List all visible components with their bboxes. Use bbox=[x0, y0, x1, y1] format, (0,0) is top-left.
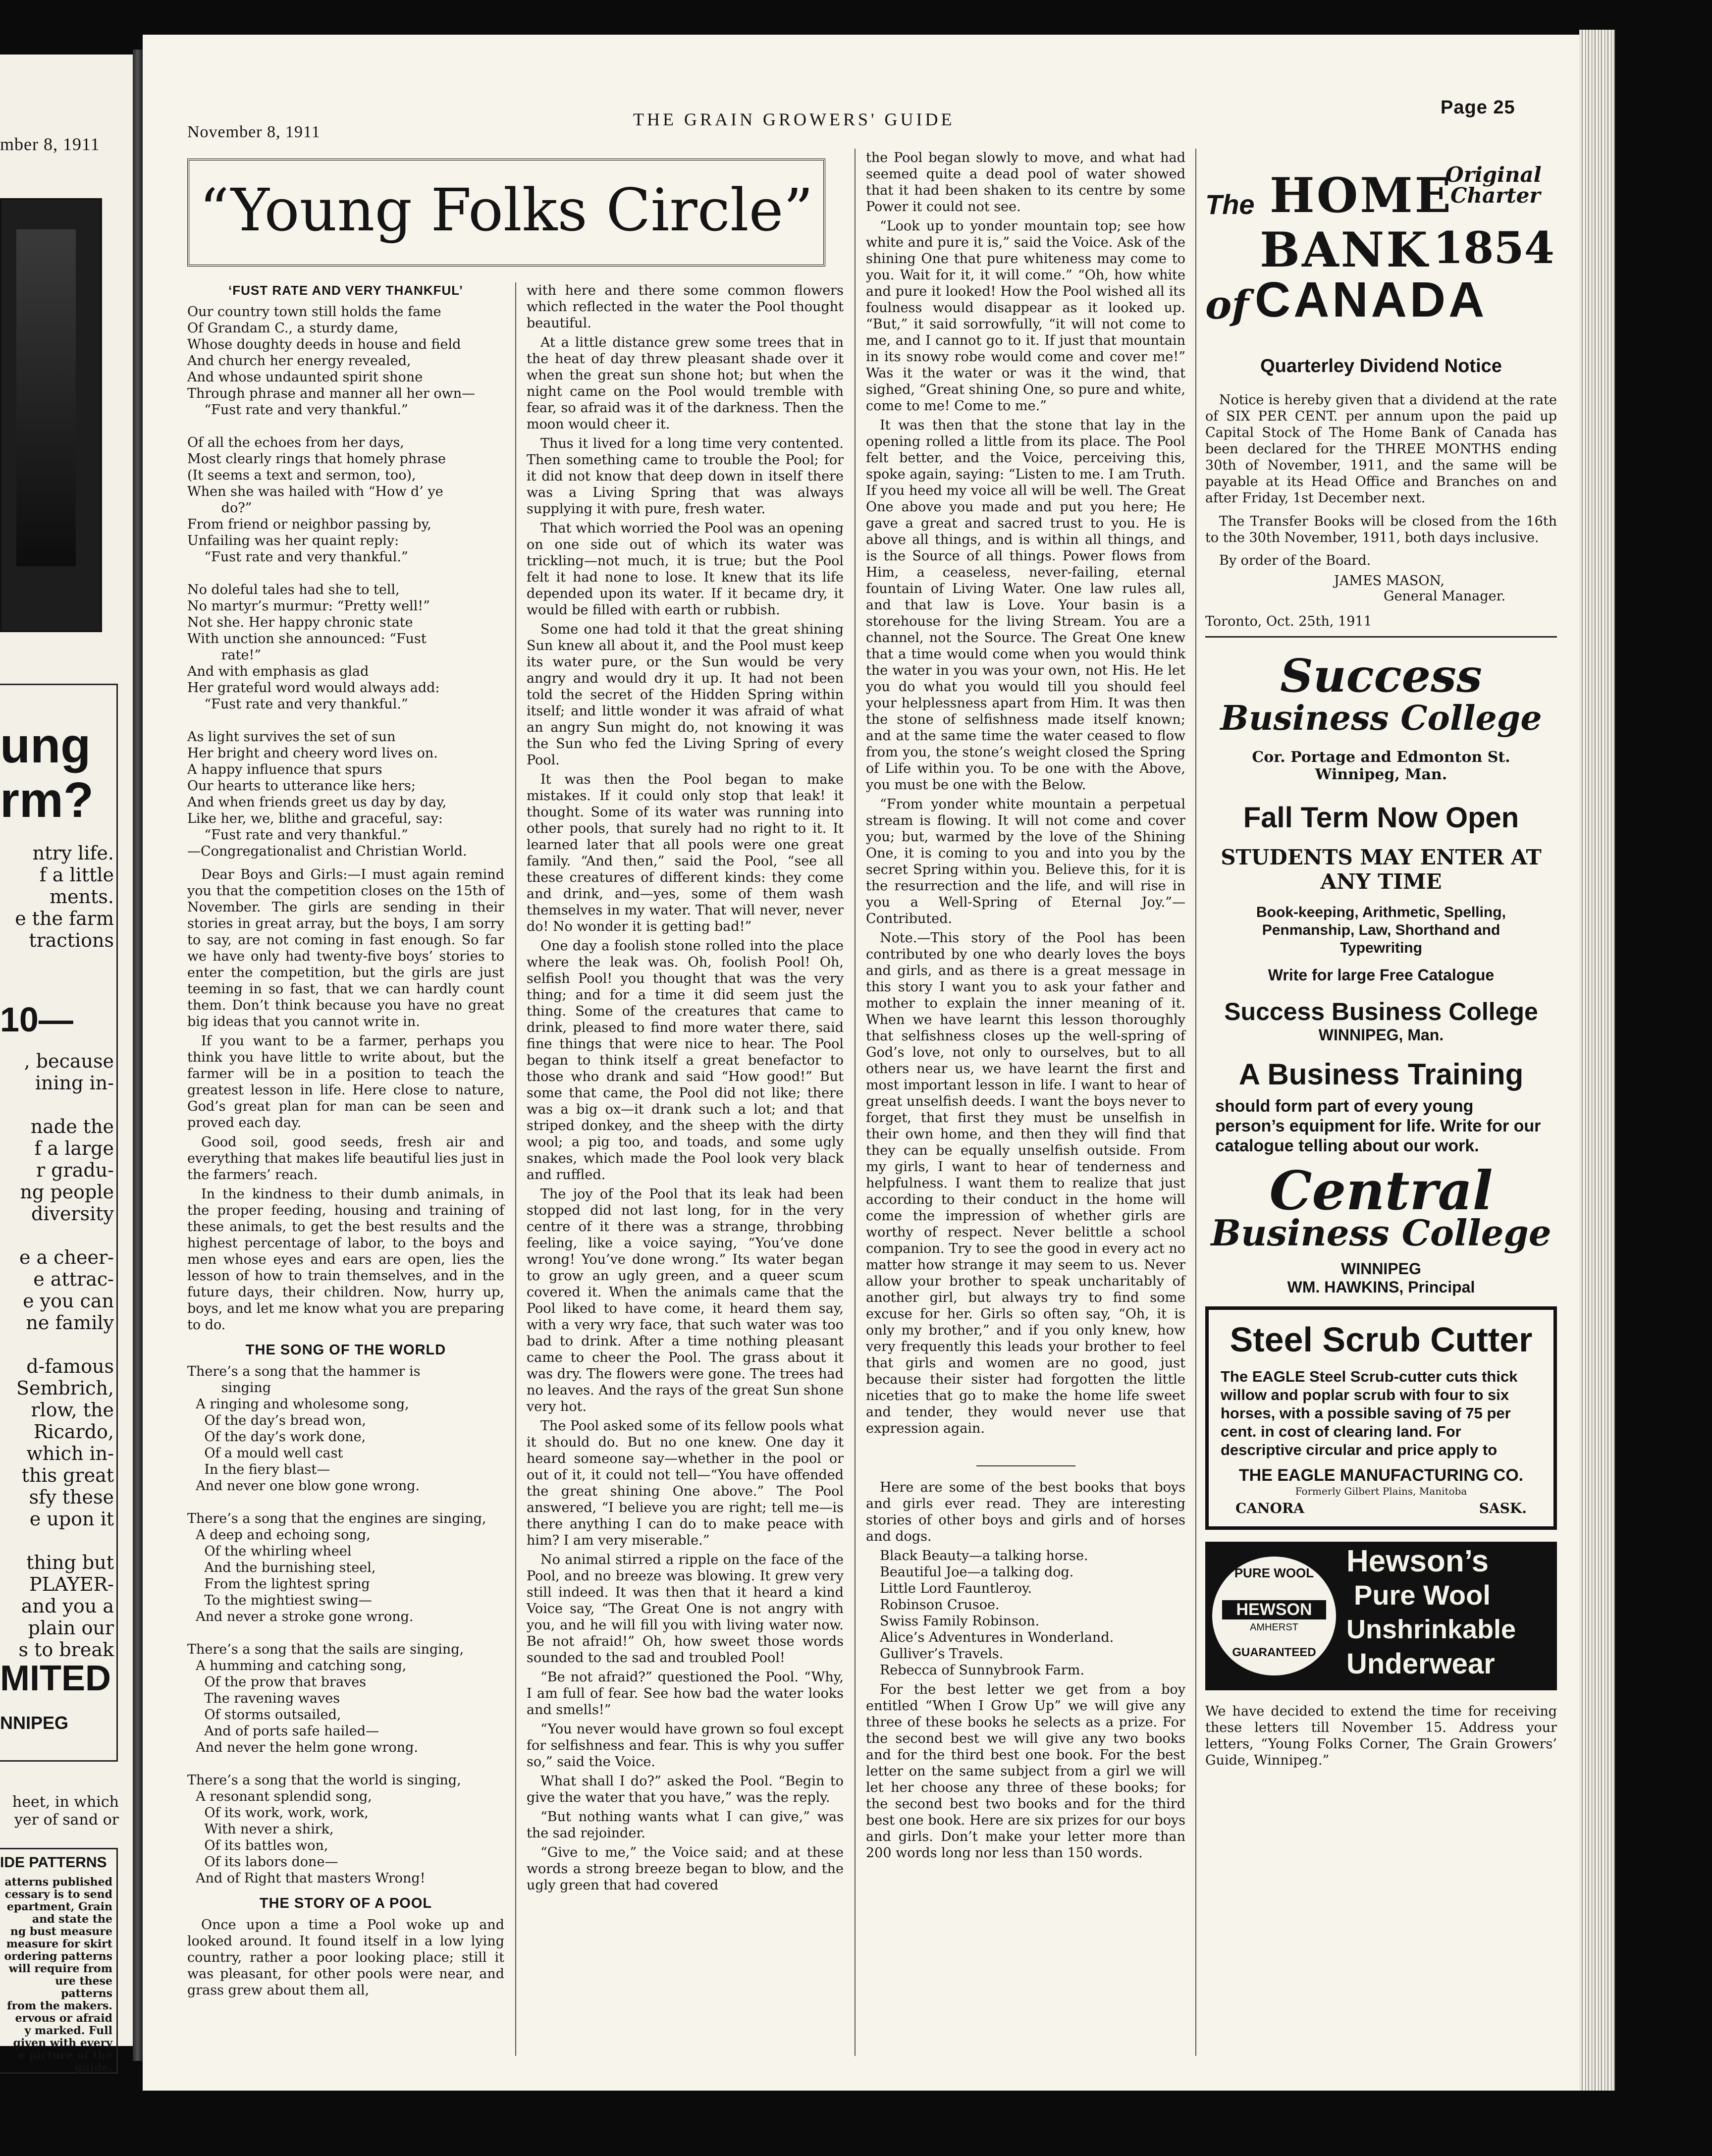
newspaper-page bbox=[143, 35, 1579, 2091]
left-bottom-lines: heet, in which yer of sand or bbox=[12, 1793, 119, 1829]
col2-paragraph: One day a foolish stone rolled into the place where the leak was. Oh, foolish Pool! Oh, selfish Pool! you thought that was the very thing; and for a time it did seem just the thing. Some of the creatures that came to drink, pleased to find more water there, said fine things that were nice to hear. The Pool began to think itself a great benefactor to those who drank and said “How good!” But some that came, the Pool did not like; there was a big ox—it drank such a lot; and that striped donkey, and the sheep with the dirty wool; a pig too, and toads, and some ugly snakes, which made the Pool look very black and ruffled. bbox=[527, 938, 844, 1183]
list-item: Beautiful Joe—a talking dog. bbox=[880, 1564, 1074, 1580]
left-ad-head: 10— bbox=[0, 1000, 73, 1039]
col2-paragraph: “Give to me,” the Voice said; and at these words a strong breeze began to blow, and the ugly green that had covered bbox=[527, 1845, 844, 1893]
left-ad-big-1: ung bbox=[0, 718, 91, 773]
col3-paragraph: the Pool began slowly to move, and what had seemed quite a dead pool of water showed that it had been shaken to its centre by some Power it could not see. bbox=[866, 150, 1185, 215]
page-edges bbox=[1579, 30, 1615, 2091]
left-ad-city: NNIPEG bbox=[0, 1713, 69, 1733]
bank-place-date: Toronto, Oct. 25th, 1911 bbox=[1205, 614, 1372, 629]
hewson-ad bbox=[1205, 1542, 1557, 1690]
success-winnipeg: WINNIPEG, Man. bbox=[1318, 1026, 1444, 1044]
header-paper-name: THE GRAIN GROWERS' GUIDE bbox=[633, 109, 955, 129]
column-rule bbox=[515, 282, 516, 2056]
success-catalogue: Write for large Free Catalogue bbox=[1268, 966, 1495, 984]
col3-divider bbox=[976, 1440, 1075, 1466]
books-intro: Here are some of the best books that boys and girls ever read. They are interesting stories of other boys and girls and of horses and dogs. bbox=[866, 1480, 1185, 1544]
success-logo-script: Success Business College bbox=[1220, 649, 1542, 738]
home-bank-logo: The HOME Original Charter BANK 1854 of CANADA bbox=[1205, 162, 1554, 328]
scrub-cutter-ad bbox=[1205, 1306, 1557, 1530]
poem1-title: ‘FUST RATE AND VERY THANKFUL’ bbox=[228, 283, 463, 298]
central-principal: WM. HAWKINS, Principal bbox=[1287, 1278, 1475, 1296]
list-item: Rebecca of Sunnybrook Farm. bbox=[880, 1663, 1084, 1678]
central-logo-script: Central Business College bbox=[1211, 1160, 1552, 1254]
col1-paragraph: Good soil, good seeds, fresh air and everything that makes life beautiful lies just in the farmers’ reach. bbox=[187, 1134, 504, 1183]
scrub-location: CANORA SASK. bbox=[1235, 1500, 1527, 1516]
song-of-the-world: There’s a song that the hammer is singing A ringing and wholesome song, Of the day’s bread won, Of the day’s work done, Of a mould well cast In the fiery blast— And never one blow gone wrong. There’s a song that the engines are singing, A deep and echoing song, Of the whirling wheel And the burnishing steel, From the lightest spring To the mightiest swing— And never a stroke gone wrong. There’s a song that the sails are singing, A humming and catching song, Of the prow that braves The ravening waves Of storms outsailed, And of ports safe hailed— And never the helm gone wrong. There’s a song that the world is singing, A resonant splendid song, Of its work, work, work, With never a shirk, Of its battles won, Of its labors done— And of Right that masters Wrong! bbox=[187, 1364, 486, 1886]
column-rule bbox=[855, 149, 856, 2056]
left-page-date: mber 8, 1911 bbox=[0, 134, 100, 154]
section-title-box bbox=[187, 159, 825, 267]
song-title: THE SONG OF THE WORLD bbox=[245, 1342, 446, 1358]
column-3 bbox=[866, 150, 1185, 1864]
scrub-formerly: Formerly Gilbert Plains, Manitoba bbox=[1295, 1485, 1467, 1497]
col2-paragraph: Some one had told it that the great shining Sun knew all about it, and the Pool must keep its water pure, or the Sun would be very angry and would dry it up. It had not been told the secret of the Hidden Spring within itself; and little wonder it was afraid of what an angry Sun might do, not knowing it was the Sun who fed the Living Spring of every Pool. bbox=[527, 622, 844, 768]
left-ad-big-2: rm? bbox=[0, 772, 94, 828]
scrub-company: THE EAGLE MANUFACTURING CO. bbox=[1238, 1466, 1524, 1485]
book-list bbox=[866, 1548, 1185, 1678]
col1-paragraph: If you want to be a farmer, perhaps you think you have little to write about, but the farmer will be in a position to teach the greatest lesson in life. Here close to nature, God’s great plan for man can be seen and proved each day. bbox=[187, 1033, 504, 1131]
ads-column bbox=[1205, 148, 1557, 1769]
success-enter-line-2: ANY TIME bbox=[1320, 869, 1442, 894]
hewson-line: Pure Wool bbox=[1354, 1579, 1491, 1611]
story-start: Once upon a time a Pool woke up and looked around. It found itself in a low lying country, rather a poor looking place; still it was pleasant, for other pools were near, and grass grew about them all, bbox=[187, 1917, 504, 1998]
left-ad-lines-2: , because ining in- nade the f a large r gradu- ng people diversity e a cheer- e attrac- e you can ne family d-famous Sembrich, rlow, the Ricardo, which in- this great sfy these e upon it thing but PLAYER- and you a plain our s to break bbox=[16, 1050, 114, 1661]
col3-paragraph: It was then that the stone that lay in the opening rolled a little from its place. The Pool felt better, and the Voice, perceiving this, spoke again, saying: “Listen to me. I am Truth. If you heed my voice all will be well. The Great One above you made and put you here; He gave a great and sacred trust to you. He is above all things, and is within all things, and is the Source of all things. Power flows from Him, a ceaseless, never-failing, eternal fountain of Living Water. One law rules all, and that law is Love. Your basin is a storehouse for the living Stream. You are a channel, not the Source. The Great One knew that a time would come when you would think the water in you was your own, not His. He let you do what you would till you should feel your helplessness apart from Him. It was then the stone of selfishness made itself known; and at the same time the water ceased to flow from you, the stone’s weight closed the Spring of Life within you. To be one with the Above, you must be one with the Below. bbox=[866, 418, 1185, 793]
col3-paragraph: “Look up to yonder mountain top; see how white and pure it is,” said the Voice. Ask of the shining One that pure whiteness may come to you. Wait for it, it will come.” “Oh, how white and pure it looked! How the Pool wished all its foulness would disappear as it looked up. “But,” it said sorrowfully, “it will not come to me, and I cannot go to it. If just that mountain in its snowy robe would come and cover me!” Was it the water or was it the wind, that sighed, “Great shining One, so pure and white, come to me! Come to me.” bbox=[866, 218, 1185, 414]
bank-transfer-text: The Transfer Books will be closed from the 16th to the 30th November, 1911, both days inclusive. bbox=[1205, 514, 1557, 545]
col2-paragraph: “But nothing wants what I can give,” was the sad rejoinder. bbox=[527, 1809, 844, 1841]
ad-divider bbox=[1205, 636, 1557, 638]
header-date: November 8, 1911 bbox=[187, 123, 321, 141]
left-page-photo bbox=[0, 198, 102, 632]
column-1 bbox=[187, 282, 504, 2001]
section-title: “Young Folks Circle” bbox=[199, 176, 813, 244]
success-term: Fall Term Now Open bbox=[1243, 802, 1519, 834]
list-item: Robinson Crusoe. bbox=[880, 1597, 1000, 1613]
extension-notice: We have decided to extend the time for receiving these letters till November 15. Address your letters, “Young Folks Corner, The Grain Growers’ Guide, Winnipeg.” bbox=[1205, 1704, 1557, 1768]
book-gutter bbox=[133, 50, 143, 2061]
col2-paragraph: “Be not afraid?” questioned the Pool. “Why, I am full of fear. See how bad the water looks and smells!” bbox=[527, 1670, 844, 1718]
col1-paragraph: Dear Boys and Girls:—I must again remind you that the competition closes on the 15th of November. The girls are sending in their stories in great array, but the boys, I am sorry to say, are not coming in fast enough. So far we have only had twenty-five boys’ stories to enter the competition, but the girls are just teeming in so fast, that we can hardly count them. Don’t think because you have no great big ideas that you cannot write in. bbox=[187, 867, 504, 1029]
list-item: Little Lord Fauntleroy. bbox=[880, 1581, 1032, 1596]
hewson-line: Underwear bbox=[1346, 1648, 1495, 1680]
contest-rules: For the best letter we get from a boy entitled “When I Grow Up” we will give any three of these books he selects as a prize. For the second best we will give any two books and for the third best one book. For the best letter on the same subject from a girl we will let her choose any three of these books; for the second best two books and for the third best one book. Here are six prizes for our boys and girls. Don’t make your letter more than 200 words long nor less than 150 words. bbox=[866, 1682, 1185, 1861]
bank-order: By order of the Board. bbox=[1219, 553, 1371, 568]
left-patterns-box: IDE PATTERNS atterns published cessary is to send epartment, Grain and state the ng bust measure measure for skirt ordering patterns will require from ure these patterns from the makers. ervous or afraid y marked. Full given with every e picture of the guide. bbox=[0, 1848, 118, 2074]
col2-paragraph: The Pool asked some of its fellow pools what it should do. But no one knew. One day it heard someone say—whether in the pool or out of it, it could not tell—“You have offended the great shining One above.” The Pool answered, “I believe you are right; tell me—is there anything I can do to make peace with him? I am very miserable.” bbox=[527, 1418, 844, 1548]
hewson-line: Hewson’s bbox=[1346, 1544, 1489, 1578]
central-city: WINNIPEG bbox=[1341, 1260, 1421, 1278]
bank-signer-title: General Manager. bbox=[1384, 589, 1506, 604]
col2-paragraph: with here and there some common flowers which reflected in the water the Pool thought beautiful. bbox=[527, 283, 844, 331]
list-item: Swiss Family Robinson. bbox=[880, 1614, 1040, 1629]
col2-paragraph: “You never would have grown so foul except for selfishness and fear. This is why you suffer so,” said the Voice. bbox=[527, 1722, 844, 1770]
central-text: should form part of every young person’s equipment for life. Write for our catalogue telling about our work. bbox=[1215, 1097, 1541, 1155]
success-subjects: Book-keeping, Arithmetic, Spelling, Penmanship, Law, Shorthand and Typewriting bbox=[1256, 904, 1506, 956]
success-enter-line-1: STUDENTS MAY ENTER AT bbox=[1221, 845, 1542, 869]
list-item: Alice’s Adventures in Wonderland. bbox=[880, 1630, 1114, 1645]
col2-paragraph: Thus it lived for a long time very contented. Then something came to trouble the Pool; for it did not know that deep down in itself there was a Living Spring that was always supplying it with pure, fresh water. bbox=[527, 436, 844, 517]
success-address: Cor. Portage and Edmonton St. bbox=[1252, 749, 1510, 766]
list-item: Black Beauty—a talking horse. bbox=[880, 1548, 1088, 1563]
central-headline: A Business Training bbox=[1238, 1058, 1524, 1091]
bank-heading: Quarterley Dividend Notice bbox=[1260, 356, 1502, 377]
col1-paragraph: In the kindness to their dumb animals, in the proper feeding, housing and training of these animals, to get the best results and the highest percentage of labor, to the boys and men whose eyes and ears are open, lies the lesson of how to train themselves, and in the future days, their children. Now, hurry up, boys, and let me know what you are preparing to do. bbox=[187, 1186, 504, 1333]
story-title: THE STORY OF A POOL bbox=[259, 1895, 432, 1911]
hewson-seal-icon: PURE WOOL HEWSON AMHERST GUARANTEED bbox=[1212, 1557, 1336, 1675]
column-rule bbox=[1195, 149, 1196, 2056]
header-page-number: Page 25 bbox=[1441, 97, 1515, 118]
col3-paragraph: Note.—This story of the Pool has been contributed by one who dearly loves the boys and girls, and as there is a great message in this story I want you to ask your father and mother to explain the inner meaning of it. When we have learnt this lesson thoroughly that selfishness closes up the well-spring of God’s love, not only to ourselves, but to all others near us, we have learnt the first and most important lesson in life. I want to hear of great unselfish deeds. I want the boys never to forget, that first they must be unselfish in their own home, and then they will find that they can be equally unselfish outside. From my girls, I want to hear of tenderness and helpfulness. I want them to realize that just according to their conduct in the home will come the impression of whether girls are worthy of respect. Never belittle a school companion. Try to see the good in every act no matter how strange it may seem to us. Never allow your brother to speak uncharitably of another girl, but always try to find some excuse for her. Girls so often say, “Oh, it is only my brother,” and if you only knew, how very frequently this leads your brother to feel that girls and women are no good, just because their sister had forgotten the little niceties that go to make the home life sweet and tender, they would never use that expression again. bbox=[866, 930, 1185, 1436]
left-page-fragment bbox=[0, 54, 134, 2074]
col3-paragraph: “From yonder white mountain a perpetual stream is flowing. It will not come and cover you; but, warmed by the love of the Shining One, it is coming to you and into you by the secret Spring within you. Believe this, for it is the resurrection and the life, and will rise in you a Well-Spring of Eternal Joy.”—Contributed. bbox=[866, 797, 1185, 926]
bank-signer: JAMES MASON, bbox=[1334, 573, 1445, 589]
hewson-line: Unshrinkable bbox=[1346, 1615, 1516, 1644]
col2-paragraph: The joy of the Pool that its leak had been stopped did not last long, for in the very centre of it there was a strange, throbbing feeling, like a voice saying, “You’ve done wrong! You’ve done wrong.” Its water began to grow an ugly green, and a queer scum covered it. When the animals came that the Pool liked to have come, it heard them say, with a very wry face, that such water was too bad to drink. After a time nothing pleasant came to cheer the Pool. The grass about it was dry. The flowers were gone. The trees had no leaves. And the rays of the great Sun shone very hot. bbox=[527, 1186, 844, 1414]
col2-paragraph: At a little distance grew some trees that in the heat of day threw pleasant shade over it when the great sun shone hot; but when the night came on the Pool would tremble with fear, so afraid was it of the darkness. Then the moon would cheer it. bbox=[527, 335, 844, 432]
left-ad-lines: ntry life. f a little ments. e the farm tractions bbox=[15, 842, 114, 951]
scrub-title: Steel Scrub Cutter bbox=[1230, 1320, 1533, 1359]
poem1: Our country town still holds the fame Of Grandam C., a sturdy dame, Whose doughty deeds in house and field And church her energy revealed, And whose undaunted spirit shone Through phrase and manner all her own— “Fust rate and very thankful.” Of all the echoes from her days, Most clearly rings that homely phrase (It seems a text and sermon, too), When she was hailed with “How d’ ye do?” From friend or neighbor passing by, Unfailing was her quaint reply: “Fust rate and very thankful.” No doleful tales had she to tell, No martyr’s murmur: “Pretty well!” Not she. Her happy chronic state With unction she announced: “Fust rate!” And with emphasis as glad Her grateful word would always add: “Fust rate and very thankful.” As light survives the set of sun Her bright and cheery word lives on. A happy influence that spurs Our hearts to utterance like hers; And when friends greet us day by day, Like her, we, blithe and graceful, say: “Fust rate and very thankful.” —Congregationalist and Christian World. bbox=[187, 304, 476, 859]
list-item: Gulliver’s Travels. bbox=[880, 1646, 1004, 1662]
col2-paragraph: It was then the Pool began to make mistakes. If it could only stop that leak! it thought. Some of its water was running into other pools, that surely had no right to it. It learned later that all pools were one great family. “And then,” said the Pool, “see all these creatures of different kinds: they come and drink, and—yes, some of them wash themselves in my water. That will never, never do! No wonder it is getting bad!” bbox=[527, 772, 844, 934]
success-city: Winnipeg, Man. bbox=[1315, 766, 1447, 783]
column-2 bbox=[527, 282, 844, 1896]
left-ad-company: MITED bbox=[0, 1659, 111, 1698]
col2-paragraph: No animal stirred a ripple on the face of the Pool, and no breeze was blowing. It grew very still indeed. It was then that it heard a kind Voice say, “The Great One is not angry with you, and he will fill you with living water now. Be not afraid!” Oh, how sweet those words sounded to the sad and troubled Pool! bbox=[527, 1552, 844, 1666]
bank-notice-text: Notice is hereby given that a dividend at the rate of SIX PER CENT. per annum upon the paid up Capital Stock of The Home Bank of Canada has been declared for the THREE MONTHS ending 30th of November, 1911, and the same will be payable at its Head Office and Branches on and after Friday, 1st December next. bbox=[1205, 392, 1557, 506]
col2-paragraph: What shall I do?” asked the Pool. “Begin to give the water that you have,” was the reply. bbox=[527, 1774, 844, 1805]
success-name: Success Business College bbox=[1224, 998, 1538, 1025]
scrub-text: The EAGLE Steel Scrub-cutter cuts thick willow and poplar scrub with four to six horses, with a possible saving of 75 per cent. in cost of clearing land. For descriptive circular and price apply to bbox=[1221, 1368, 1518, 1458]
col2-paragraph: That which worried the Pool was an opening on one side out of which its water was trickling—not much, it is true; but the Pool felt it had none to lose. It knew that its life depended upon its water. If it became dry, it would be filled with earth or rubbish. bbox=[527, 521, 844, 618]
